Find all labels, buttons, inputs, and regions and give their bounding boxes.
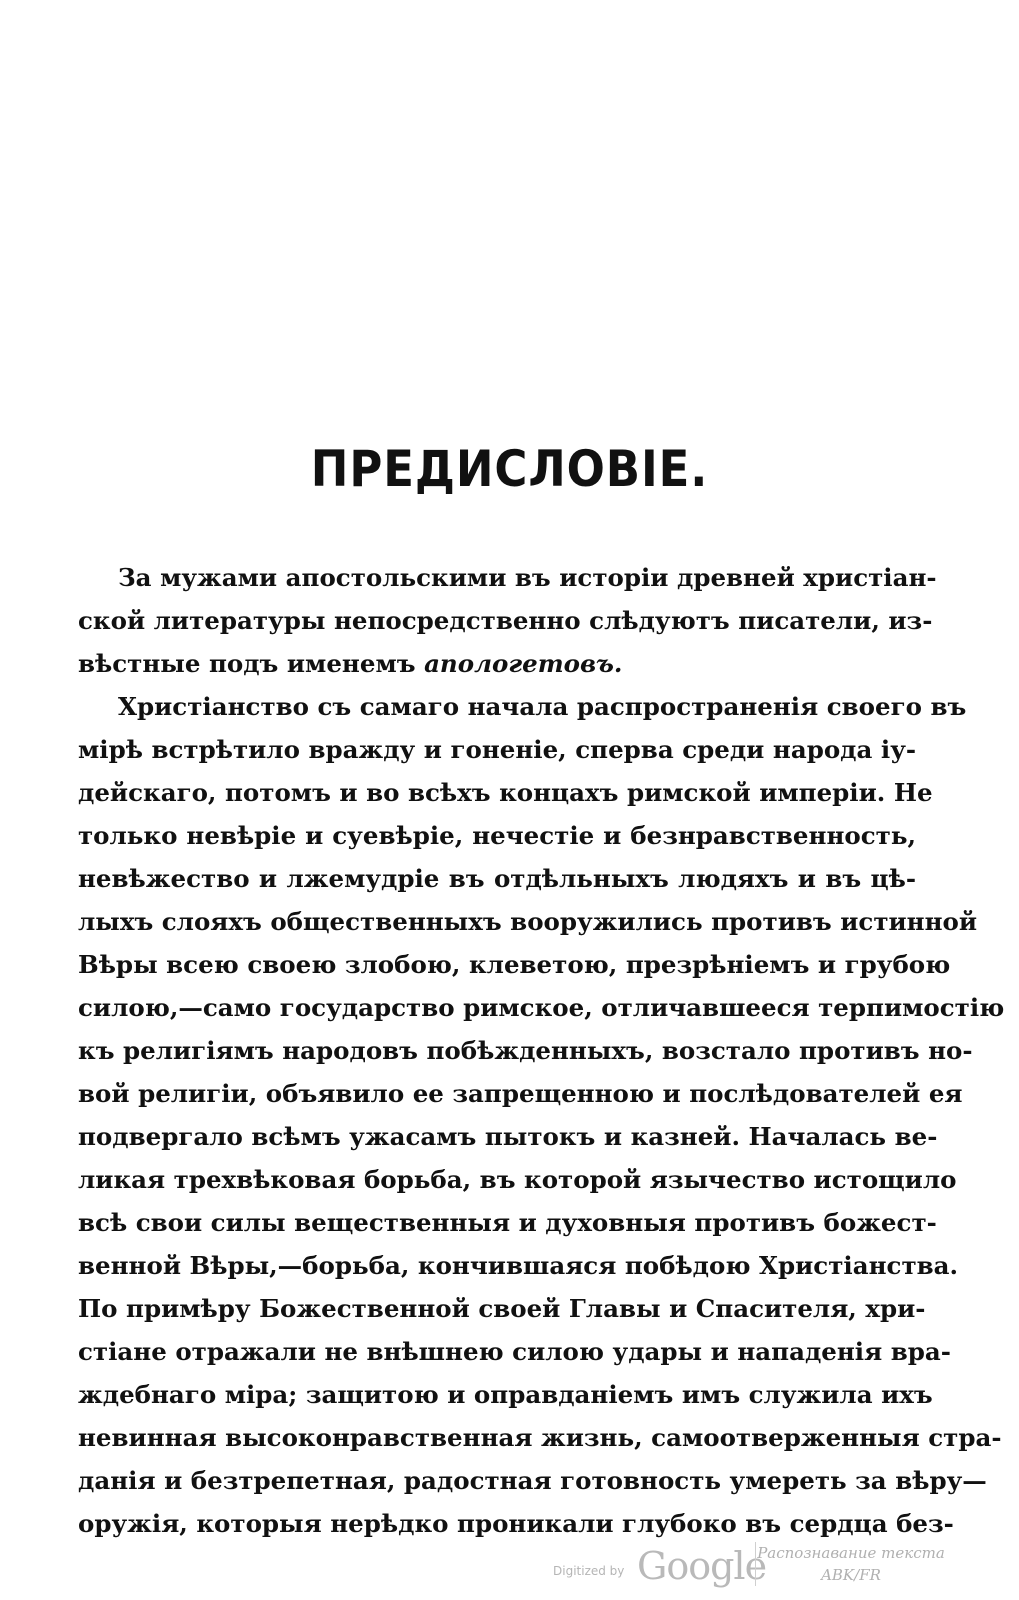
- paragraph-2-line: оружія, которыя нерѣдко проникали глубоко въ сердца без-: [78, 1509, 954, 1538]
- paragraph-2-line: невинная высоконравственная жизнь, самоотверженныя стра-: [78, 1423, 1002, 1452]
- paragraph-1-line-3-text: вѣстные подъ именемъ: [78, 649, 425, 678]
- paragraph-2-line: Вѣры всею своею злобою, клеветою, презрѣніемъ и грубою: [78, 950, 951, 979]
- paragraph-2-line: мірѣ встрѣтило вражду и гоненіе, сперва среди народа іу-: [78, 735, 917, 764]
- footer-watermark: [553, 1540, 953, 1594]
- body-text: [78, 556, 1005, 1545]
- paragraph-2-line: данія и безтрепетная, радостная готовность умереть за вѣру—: [78, 1466, 987, 1495]
- paragraph-1-line-2: ской литературы непосредственно слѣдуютъ писатели, из-: [78, 606, 933, 635]
- ocr-stamp-line-2: ABK/FR: [821, 1566, 881, 1584]
- paragraph-1-line-1: За мужами апостольскими въ исторіи древней христіан-: [118, 563, 937, 592]
- paragraph-2-line: дейскаго, потомъ и во всѣхъ концахъ римской имперіи. Не: [78, 778, 933, 807]
- paragraph-2-line: невѣжество и лжемудріе въ отдѣльныхъ людяхъ и въ цѣ-: [78, 864, 916, 893]
- ocr-stamp: [755, 1542, 946, 1586]
- paragraph-2-line: къ религіямъ народовъ побѣжденныхъ, возстало противъ но-: [78, 1036, 973, 1065]
- paragraph-2-line: венной Вѣры,—борьба, кончившаяся побѣдою Христіанства.: [78, 1251, 959, 1280]
- paragraph-2-line: По примѣру Божественной своей Главы и Спасителя, хри-: [78, 1294, 926, 1323]
- digitized-by-label: Digitized by: [553, 1564, 625, 1578]
- paragraph-2-line: силою,—само государство римское, отличавшееся терпимостію: [78, 993, 1005, 1022]
- paragraph-2-line: только невѣріе и суевѣріе, нечестіе и безнравственность,: [78, 821, 916, 850]
- paragraph-2-line: ликая трехвѣковая борьба, въ которой язычество истощило: [78, 1165, 957, 1194]
- ocr-stamp-line-1: Распознавание текста: [757, 1544, 945, 1562]
- paragraph-2-line: всѣ свои силы вещественныя и духовныя противъ божест-: [78, 1208, 937, 1237]
- paragraph-2-line: лыхъ слояхъ общественныхъ вооружились противъ истинной: [78, 907, 978, 936]
- paragraph-2-line: ждебнаго міра; защитою и оправданіемъ имъ служила ихъ: [78, 1380, 933, 1409]
- apologists-term: апологетовъ.: [424, 649, 623, 678]
- paragraph-1-line-3: [78, 642, 916, 685]
- paragraph-2-line: подвергало всѣмъ ужасамъ пытокъ и казней. Началась ве-: [78, 1122, 938, 1151]
- paragraph-2-line: Христіанство съ самаго начала распространенія своего въ: [118, 692, 967, 721]
- paragraph-2-line: вой религіи, объявило ее запрещенною и послѣдователей ея: [78, 1079, 963, 1108]
- paragraph-2-line: стіане отражали не внѣшнею силою удары и нападенія вра-: [78, 1337, 951, 1366]
- google-logo: Google: [637, 1544, 767, 1588]
- page-title: ПРЕДИСЛОВІЕ.: [310, 440, 709, 498]
